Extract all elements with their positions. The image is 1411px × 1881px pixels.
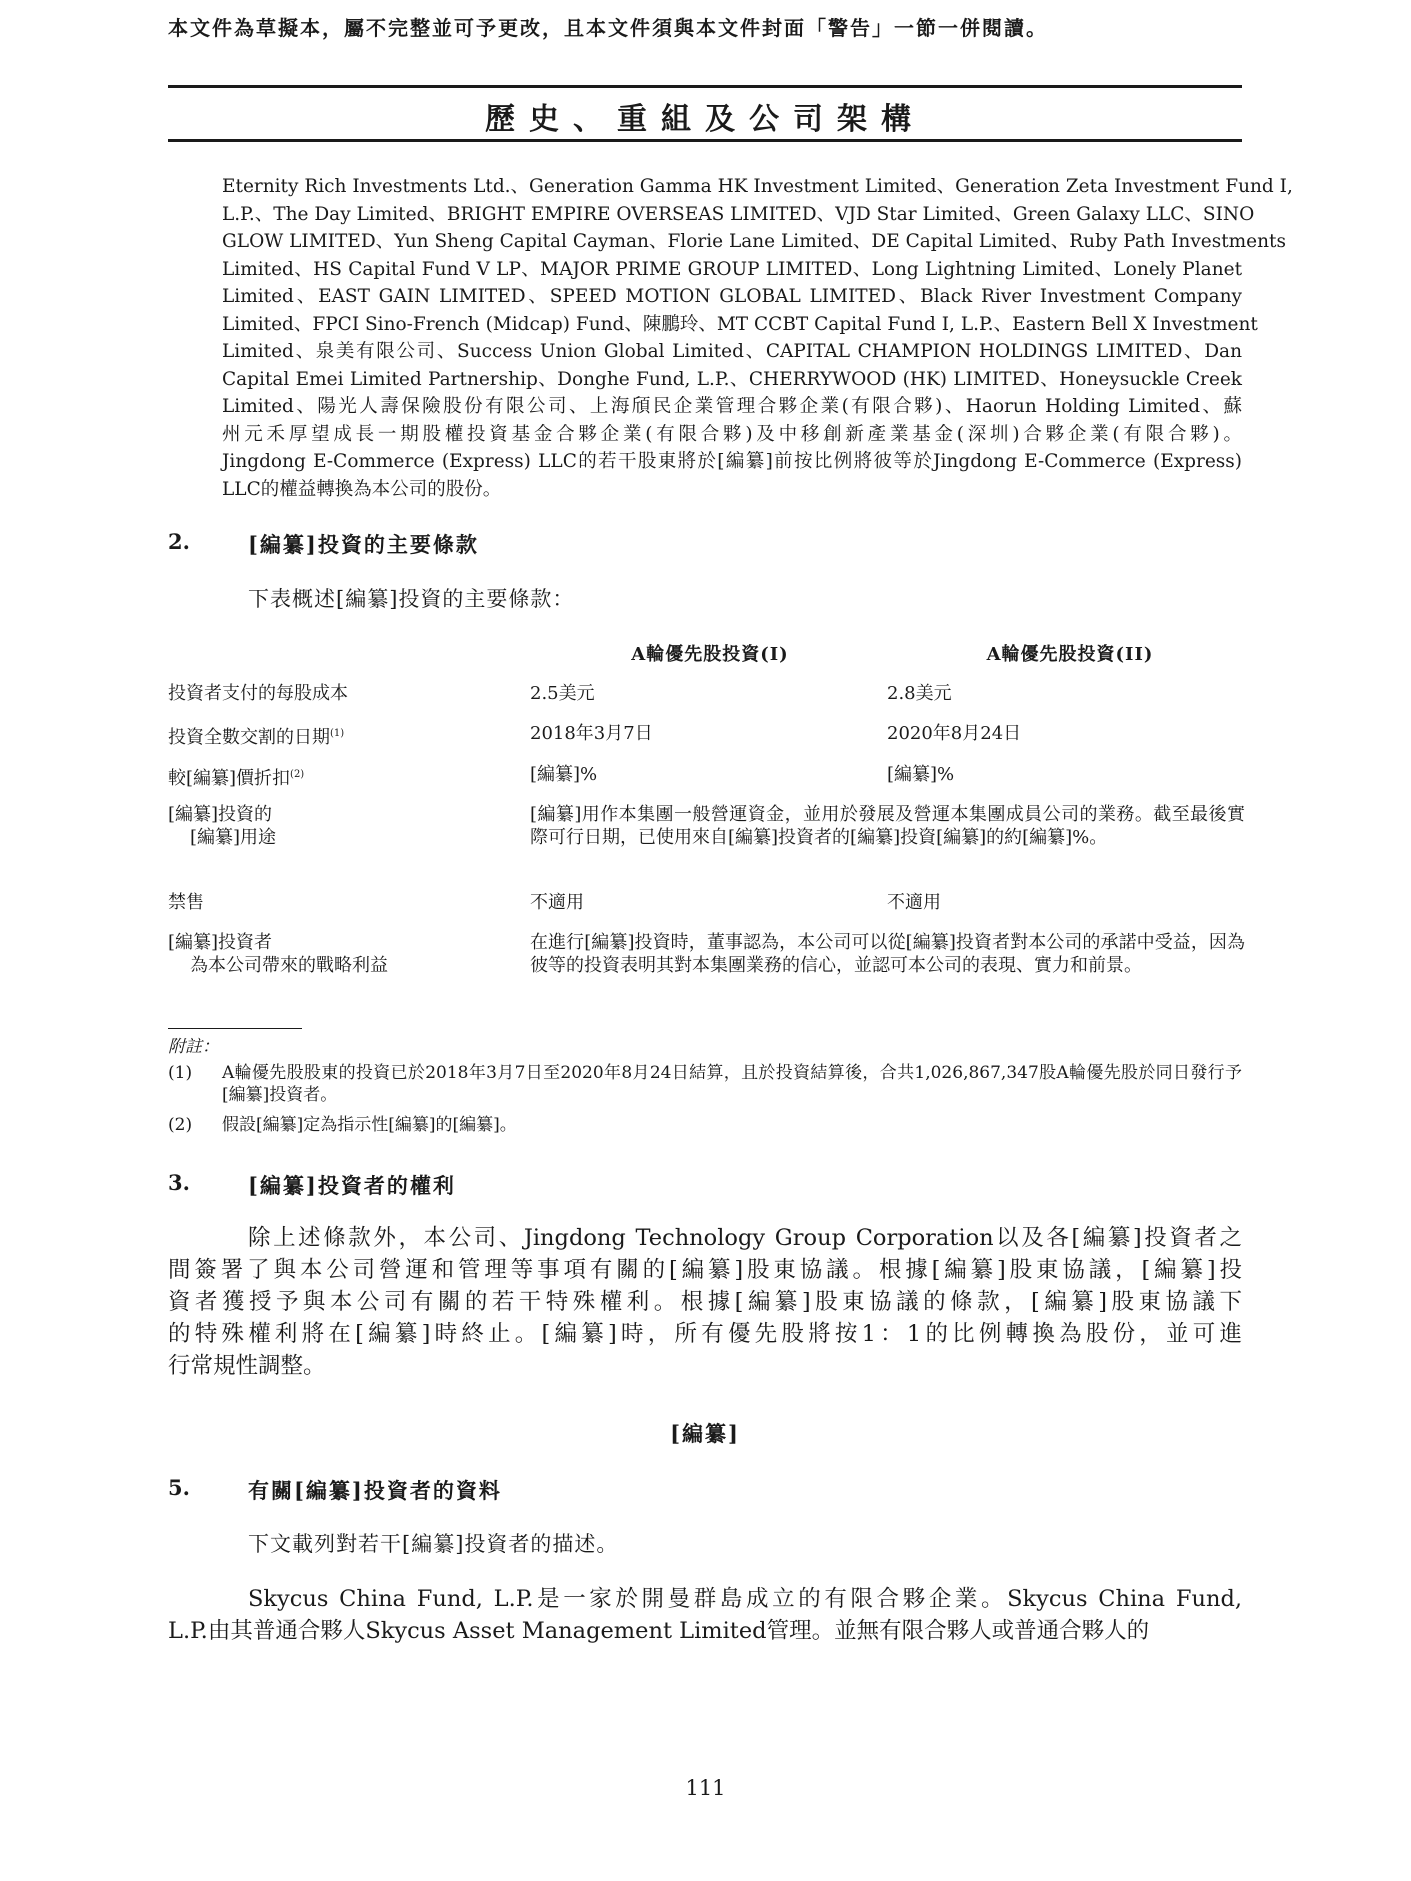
notes-divider (168, 1028, 302, 1029)
paragraph-line: Skycus China Fund, L.P.是一家於開曼群島成立的有限合夥企業。Skycus China Fund, (248, 1586, 1242, 1612)
cell-lockup-ii: 不適用 (887, 892, 941, 913)
row-label-strategic-benefits (168, 931, 388, 977)
paragraph-line: 資者獲授予與本公司有關的若干特殊權利。根據[編纂]股東協議的條款，[編纂]股東協議下 (168, 1289, 1242, 1315)
section-2-number: 2. (168, 529, 190, 554)
page-number: 111 (685, 1776, 726, 1800)
intro-line: Capital Emei Limited Partnership、Donghe Fund, L.P.、CHERRYWOOD (HK) LIMITED、Honeysuckle Creek (222, 368, 1242, 390)
cell-discount-i: [編纂]% (530, 764, 598, 785)
cell-cost-ii: 2.8美元 (887, 683, 952, 704)
intro-line: Limited、FPCI Sino-French (Midcap) Fund、陳鵬玲、MT CCBT Capital Fund I, L.P.、Eastern Bell X Investment (222, 313, 1258, 335)
intro-line: Limited、HS Capital Fund V LP、MAJOR PRIME GROUP LIMITED、Long Lightning Limited、Lonely Planet (222, 258, 1242, 280)
table-header-series-a-ii: A輪優先股投資(II) (986, 644, 1154, 665)
intro-line: Limited、陽光人壽保險股份有限公司、上海頎民企業管理合夥企業(有限合夥)、Haorun Holding Limited、蘇 (222, 396, 1242, 417)
intro-line: Jingdong E-Commerce (Express) LLC的若干股東將於[編纂]前按比例將彼等於Jingdong E-Commerce (Express) (222, 451, 1242, 472)
note-number: (1) (168, 1063, 193, 1083)
note-text: A輪優先股股東的投資已於2018年3月7日至2020年8月24日結算，且於投資結算後，合共1,026,867,347股A輪優先股於同日發行予[編纂]投資者。 (222, 1063, 1242, 1105)
row-label-line: [編纂]用途 (190, 827, 277, 848)
intro-line: L.P.、The Day Limited、BRIGHT EMPIRE OVERSEAS LIMITED、VJD Star Limited、Green Galaxy LLC、SINO (222, 203, 1255, 225)
paragraph-line: 除上述條款外，本公司、Jingdong Technology Group Corporation以及各[編纂]投資者之 (248, 1225, 1242, 1251)
cell-use-of-proceeds: [編纂]用作本集團一般營運資金，並用於發展及營運本集團成員公司的業務。截至最後實際可行日期，已使用來自[編纂]投資者的[編纂]投資[編纂]的約[編纂]%。 (530, 804, 1245, 848)
cell-strategic-benefits: 在進行[編纂]投資時，董事認為，本公司可以從[編纂]投資者對本公司的承諾中受益，因為彼等的投資表明其對本集團業務的信心，並認可本公司的表現、實力和前景。 (530, 932, 1245, 976)
section-5-heading: 有關[編纂]投資者的資料 (248, 1478, 502, 1503)
row-label-cost-per-share: 投資者支付的每股成本 (168, 683, 348, 704)
section-5-paragraph (168, 1583, 1242, 1647)
intro-line: GLOW LIMITED、Yun Sheng Capital Cayman、Florie Lane Limited、DE Capital Limited、Ruby Path Investments (222, 231, 1286, 252)
note-number: (2) (168, 1115, 193, 1135)
section-5-number: 5. (168, 1475, 190, 1500)
intro-line: Eternity Rich Investments Ltd.、Generation Gamma HK Investment Limited、Generation Zeta Investment Fund I, (222, 176, 1293, 197)
section-3-paragraph (168, 1222, 1242, 1382)
section-2-lead: 下表概述[編纂]投資的主要條款： (248, 587, 575, 611)
notes-title: 附註： (168, 1037, 219, 1057)
row-label-discount: 較[編纂]價折扣$^{(2)}$ (168, 768, 305, 789)
cell-cost-i: 2.5美元 (530, 683, 595, 704)
paragraph-line: 間簽署了與本公司營運和管理等事項有關的[編纂]股東協議。根據[編纂]股東協議，[編纂]投 (168, 1257, 1242, 1283)
row-label-use-of-proceeds (168, 803, 276, 849)
cell-date-ii: 2020年8月24日 (887, 723, 1022, 744)
redacted-section-marker: [編纂] (670, 1421, 740, 1446)
intro-line: Limited、EAST GAIN LIMITED、SPEED MOTION GLOBAL LIMITED、Black River Investment Company (222, 286, 1242, 307)
row-label-settlement-date: 投資全數交割的日期$^{(1)}$ (168, 727, 345, 748)
paragraph-line: 行常規性調整。 (168, 1353, 326, 1379)
cell-date-i: 2018年3月7日 (530, 723, 653, 744)
row-label-line: [編纂]投資的 (168, 804, 273, 825)
row-label-line: 為本公司帶來的戰略利益 (190, 955, 388, 976)
section-5-lead: 下文載列對若干[編纂]投資者的描述。 (248, 1532, 619, 1556)
intro-line: 州元禾厚望成長一期股權投資基金合夥企業(有限合夥)及中移創新產業基金(深圳)合夥企業(有限合夥)。 (222, 423, 1242, 445)
cell-lockup-i: 不適用 (530, 892, 584, 913)
section-3-number: 3. (168, 1170, 190, 1195)
title-top-rule (168, 85, 1242, 88)
note-text: 假設[編纂]定為指示性[編纂]的[編纂]。 (222, 1115, 517, 1135)
footnote-ref: (1) (330, 728, 345, 739)
paragraph-line: 的特殊權利將在[編纂]時終止。[編纂]時，所有優先股將按1：1的比例轉換為股份，並可進 (168, 1321, 1242, 1347)
intro-line: Limited、泉美有限公司、Success Union Global Limited、CAPITAL CHAMPION HOLDINGS LIMITED、Dan (222, 341, 1242, 362)
paragraph-line: L.P.由其普通合夥人Skycus Asset Management Limited管理。並無有限合夥人或普通合夥人的 (168, 1618, 1150, 1644)
section-2-heading: [編纂]投資的主要條款 (248, 532, 479, 557)
intro-paragraph (222, 173, 1293, 503)
footnote-ref: (2) (290, 769, 305, 780)
row-label-line: [編纂]投資者 (168, 932, 273, 953)
intro-line: LLC的權益轉換為本公司的股份。 (222, 478, 502, 500)
table-header-series-a-i: A輪優先股投資(I) (631, 644, 789, 665)
draft-warning: 本文件為草擬本，屬不完整並可予更改，且本文件須與本文件封面「警告」一節一併閱讀。 (168, 16, 1048, 40)
section-3-heading: [編纂]投資者的權利 (248, 1173, 456, 1198)
section-title: 歷史、重組及公司架構 (485, 102, 925, 137)
cell-discount-ii: [編纂]% (887, 764, 955, 785)
title-bottom-rule (168, 139, 1242, 142)
row-label-lockup: 禁售 (168, 892, 204, 913)
